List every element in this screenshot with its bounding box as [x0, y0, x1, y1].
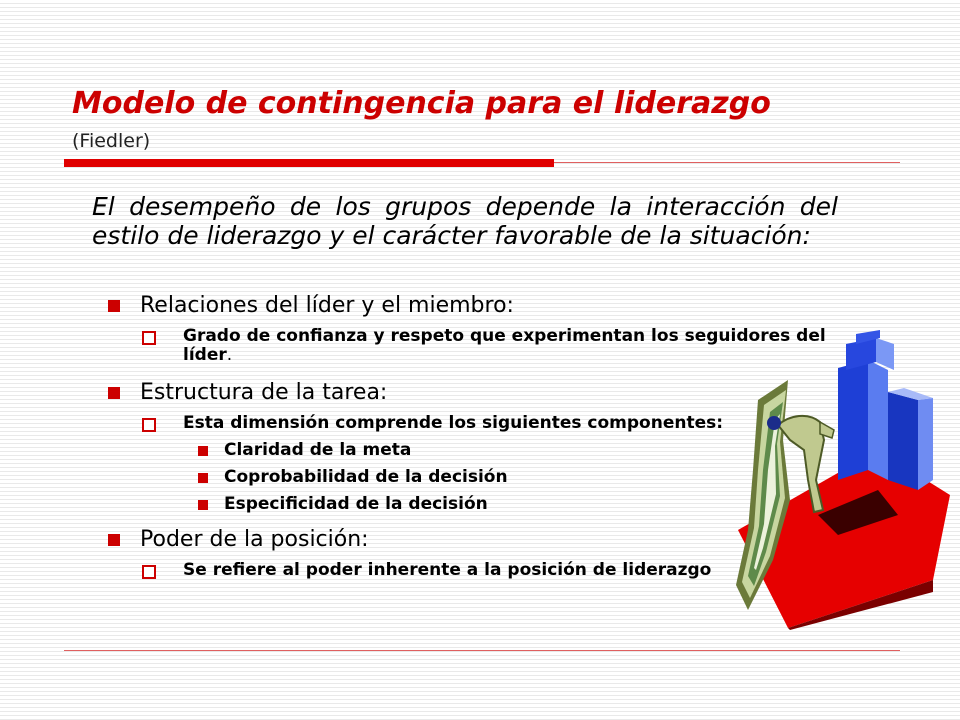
- sub-item-text: Esta dimensión comprende los siguientes componentes:: [183, 413, 724, 433]
- square-bullet-icon: [108, 300, 120, 312]
- square-bullet-icon: [198, 446, 208, 456]
- sub-item-suffix: .: [226, 345, 233, 365]
- factor-label: Estructura de la tarea:: [140, 380, 388, 405]
- footer-rule: [64, 650, 900, 651]
- square-bullet-icon: [108, 387, 120, 399]
- square-bullet-icon: [198, 500, 208, 510]
- slide-title: [72, 86, 771, 121]
- factor-label: Poder de la posición:: [140, 527, 369, 552]
- title-text: Modelo de contingencia para el liderazgo: [72, 86, 771, 121]
- sub-item-text: Grado de confianza y respeto que experimentan los seguidores del líder: [183, 326, 826, 365]
- hollow-square-bullet-icon: [142, 565, 156, 579]
- intro-paragraph: El desempeño de los grupos depende la interacción del estilo de liderazgo y el carácter favorable de la situación:: [92, 192, 838, 250]
- sub-sub-item-text: Especificidad de la decisión: [224, 494, 488, 514]
- hollow-square-bullet-icon: [142, 418, 156, 432]
- sub-item-text: Se refiere al poder inherente a la posición de liderazgo: [183, 560, 712, 580]
- square-bullet-icon: [108, 534, 120, 546]
- sub-sub-item-text: Coprobabilidad de la decisión: [224, 467, 508, 487]
- title-subtitle: (Fiedler): [72, 130, 151, 152]
- title-accent-rule: [64, 159, 554, 167]
- hollow-square-bullet-icon: [142, 331, 156, 345]
- person-climbing-building-clipart-icon: [728, 330, 952, 630]
- factor-item: [108, 292, 838, 320]
- title-thin-rule: [554, 162, 900, 163]
- factor-label: Relaciones del líder y el miembro:: [140, 293, 514, 318]
- sub-sub-item-text: Claridad de la meta: [224, 440, 412, 460]
- square-bullet-icon: [198, 473, 208, 483]
